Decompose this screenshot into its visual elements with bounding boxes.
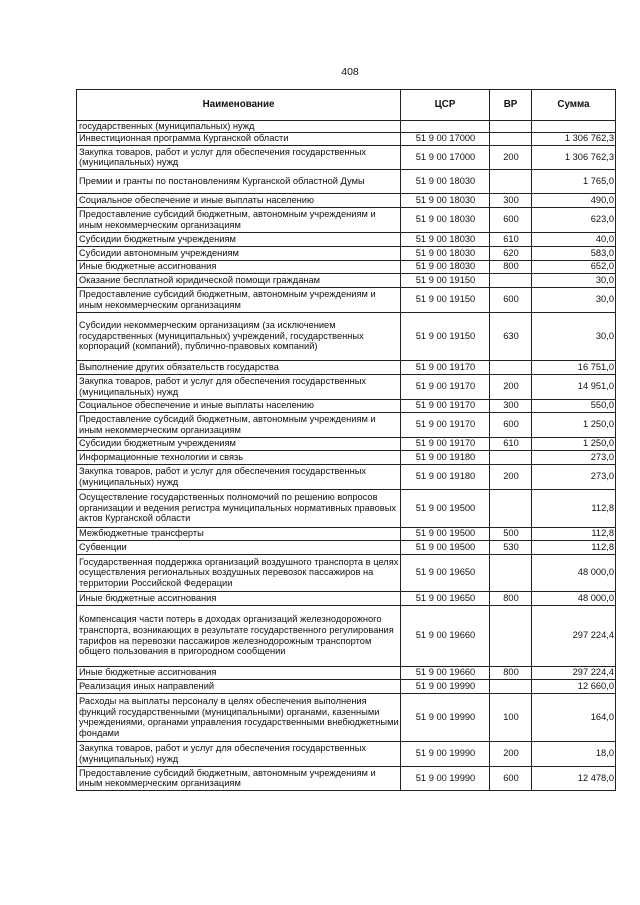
cell-vr: 200 (490, 741, 532, 766)
cell-csr (401, 121, 490, 133)
cell-csr: 51 9 00 18030 (401, 260, 490, 273)
table-row (77, 132, 616, 145)
budget-table (76, 89, 616, 791)
header-sum: Сумма (532, 90, 616, 121)
cell-csr: 51 9 00 19170 (401, 360, 490, 374)
cell-name: Закупка товаров, работ и услуг для обеспечения государственных (муниципальных) нужд (77, 145, 401, 169)
table-row (77, 591, 616, 605)
cell-vr: 610 (490, 437, 532, 450)
cell-csr: 51 9 00 18030 (401, 193, 490, 207)
cell-name: Информационные технологии и связь (77, 450, 401, 464)
cell-name: Субсидии бюджетным учреждениям (77, 437, 401, 450)
cell-csr: 51 9 00 19500 (401, 489, 490, 527)
cell-csr: 51 9 00 19150 (401, 287, 490, 312)
cell-csr: 51 9 00 19650 (401, 591, 490, 605)
table-row (77, 666, 616, 679)
cell-csr: 51 9 00 19660 (401, 666, 490, 679)
cell-csr: 51 9 00 19180 (401, 464, 490, 489)
cell-vr (490, 605, 532, 666)
cell-sum: 623,0 (532, 207, 616, 232)
header-csr: ЦСР (401, 90, 490, 121)
cell-name: Межбюджетные трансферты (77, 527, 401, 540)
header-vr: ВР (490, 90, 532, 121)
cell-name: Субвенции (77, 540, 401, 554)
cell-vr: 600 (490, 412, 532, 437)
cell-name: Реализация иных направлений (77, 679, 401, 693)
cell-sum: 30,0 (532, 312, 616, 360)
table-row (77, 450, 616, 464)
cell-name: Социальное обеспечение и иные выплаты населению (77, 399, 401, 412)
cell-vr: 200 (490, 374, 532, 399)
cell-sum: 30,0 (532, 287, 616, 312)
cell-name: Предоставление субсидий бюджетным, автономным учреждениям и иным некоммерческим организациям (77, 412, 401, 437)
cell-sum: 40,0 (532, 232, 616, 246)
cell-csr: 51 9 00 18030 (401, 246, 490, 260)
table-row (77, 527, 616, 540)
cell-vr (490, 121, 532, 133)
cell-sum: 652,0 (532, 260, 616, 273)
cell-sum (532, 121, 616, 133)
table-row (77, 145, 616, 169)
cell-vr: 600 (490, 766, 532, 790)
cell-csr: 51 9 00 19150 (401, 312, 490, 360)
cell-sum: 1 250,0 (532, 437, 616, 450)
cell-name: Государственная поддержка организаций воздушного транспорта в целях осуществления региональных воздушных перевозок пассажиров на территории Российской Федерации (77, 554, 401, 591)
cell-sum: 1 250,0 (532, 412, 616, 437)
cell-csr: 51 9 00 19650 (401, 554, 490, 591)
table-row (77, 260, 616, 273)
table-row (77, 540, 616, 554)
cell-sum: 48 000,0 (532, 554, 616, 591)
cell-name: Социальное обеспечение и иные выплаты населению (77, 193, 401, 207)
cell-sum: 12 660,0 (532, 679, 616, 693)
cell-name: Предоставление субсидий бюджетным, автономным учреждениям и иным некоммерческим организациям (77, 207, 401, 232)
cell-csr: 51 9 00 19170 (401, 374, 490, 399)
cell-vr: 600 (490, 287, 532, 312)
cell-sum: 18,0 (532, 741, 616, 766)
cell-name: Закупка товаров, работ и услуг для обеспечения государственных (муниципальных) нужд (77, 741, 401, 766)
cell-sum: 112,8 (532, 527, 616, 540)
cell-csr: 51 9 00 19170 (401, 437, 490, 450)
table-body (77, 121, 616, 791)
cell-vr (490, 489, 532, 527)
table-row (77, 605, 616, 666)
cell-csr: 51 9 00 17000 (401, 145, 490, 169)
cell-vr: 500 (490, 527, 532, 540)
cell-vr: 800 (490, 260, 532, 273)
cell-vr (490, 273, 532, 287)
cell-csr: 51 9 00 17000 (401, 132, 490, 145)
cell-vr: 200 (490, 464, 532, 489)
cell-name: Субсидии некоммерческим организациям (за исключением государственных (муниципальных) учреждений, государственных корпораций (компаний), публично-правовых компаний) (77, 312, 401, 360)
table-row (77, 207, 616, 232)
cell-sum: 490,0 (532, 193, 616, 207)
cell-name: Оказание бесплатной юридической помощи гражданам (77, 273, 401, 287)
cell-sum: 12 478,0 (532, 766, 616, 790)
cell-name: Закупка товаров, работ и услуг для обеспечения государственных (муниципальных) нужд (77, 374, 401, 399)
page-number: 408 (341, 66, 359, 78)
cell-csr: 51 9 00 19500 (401, 527, 490, 540)
table-row (77, 121, 616, 133)
cell-name: Субсидии бюджетным учреждениям (77, 232, 401, 246)
cell-csr: 51 9 00 18030 (401, 207, 490, 232)
cell-name: Закупка товаров, работ и услуг для обеспечения государственных (муниципальных) нужд (77, 464, 401, 489)
header-name: Наименование (77, 90, 401, 121)
cell-name: Компенсация части потерь в доходах организаций железнодорожного транспорта, возникающих в результате государственного регулирования тарифов на перевозки пассажиров железнодорожным транспортом общего пользования в пригородном сообщении (77, 605, 401, 666)
cell-csr: 51 9 00 18030 (401, 232, 490, 246)
cell-vr (490, 679, 532, 693)
cell-vr: 630 (490, 312, 532, 360)
table-row (77, 232, 616, 246)
table-row (77, 489, 616, 527)
cell-name: Предоставление субсидий бюджетным, автономным учреждениям и иным некоммерческим организациям (77, 766, 401, 790)
cell-csr: 51 9 00 19990 (401, 741, 490, 766)
cell-vr (490, 132, 532, 145)
table-row (77, 437, 616, 450)
cell-sum: 297 224,4 (532, 605, 616, 666)
table-row (77, 679, 616, 693)
cell-vr: 620 (490, 246, 532, 260)
cell-vr (490, 360, 532, 374)
table-row (77, 193, 616, 207)
cell-sum: 112,8 (532, 540, 616, 554)
table-row (77, 412, 616, 437)
table-row (77, 399, 616, 412)
table-row (77, 766, 616, 790)
table-row (77, 169, 616, 193)
cell-vr (490, 554, 532, 591)
table-row (77, 287, 616, 312)
cell-vr: 610 (490, 232, 532, 246)
cell-sum: 1 306 762,3 (532, 145, 616, 169)
cell-vr (490, 169, 532, 193)
cell-csr: 51 9 00 18030 (401, 169, 490, 193)
cell-sum: 16 751,0 (532, 360, 616, 374)
cell-sum: 14 951,0 (532, 374, 616, 399)
cell-name: Расходы на выплаты персоналу в целях обеспечения выполнения функций государственными (муниципальными) органами, казенными учреждениями, органами управления государственными внебюджетными фондами (77, 693, 401, 741)
cell-name: Иные бюджетные ассигнования (77, 591, 401, 605)
cell-sum: 1 306 762,3 (532, 132, 616, 145)
cell-vr: 800 (490, 666, 532, 679)
cell-vr: 530 (490, 540, 532, 554)
cell-vr (490, 450, 532, 464)
cell-csr: 51 9 00 19500 (401, 540, 490, 554)
cell-sum: 112,8 (532, 489, 616, 527)
cell-vr: 300 (490, 193, 532, 207)
cell-vr: 600 (490, 207, 532, 232)
cell-name: Предоставление субсидий бюджетным, автономным учреждениям и иным некоммерческим организациям (77, 287, 401, 312)
cell-name: Субсидии автономным учреждениям (77, 246, 401, 260)
table-row (77, 273, 616, 287)
cell-name: Премии и гранты по постановлениям Курганской областной Думы (77, 169, 401, 193)
cell-name: Инвестиционная программа Курганской области (77, 132, 401, 145)
cell-sum: 164,0 (532, 693, 616, 741)
cell-sum: 273,0 (532, 450, 616, 464)
cell-sum: 550,0 (532, 399, 616, 412)
table-row (77, 741, 616, 766)
cell-name: Иные бюджетные ассигнования (77, 260, 401, 273)
cell-csr: 51 9 00 19180 (401, 450, 490, 464)
cell-csr: 51 9 00 19990 (401, 693, 490, 741)
table-row (77, 374, 616, 399)
cell-sum: 583,0 (532, 246, 616, 260)
cell-vr: 300 (490, 399, 532, 412)
cell-name: Выполнение других обязательств государства (77, 360, 401, 374)
cell-name: Иные бюджетные ассигнования (77, 666, 401, 679)
table-row (77, 360, 616, 374)
cell-vr: 100 (490, 693, 532, 741)
cell-sum: 273,0 (532, 464, 616, 489)
table-row (77, 464, 616, 489)
table-row (77, 693, 616, 741)
cell-csr: 51 9 00 19660 (401, 605, 490, 666)
cell-csr: 51 9 00 19170 (401, 412, 490, 437)
table-row (77, 312, 616, 360)
cell-sum: 30,0 (532, 273, 616, 287)
cell-sum: 297 224,4 (532, 666, 616, 679)
cell-name: государственных (муниципальных) нужд (77, 121, 401, 133)
table-row (77, 246, 616, 260)
cell-name: Осуществление государственных полномочий по решению вопросов организации и ведения регистра муниципальных нормативных правовых актов Курганской области (77, 489, 401, 527)
cell-vr: 200 (490, 145, 532, 169)
table-row (77, 554, 616, 591)
cell-sum: 48 000,0 (532, 591, 616, 605)
cell-csr: 51 9 00 19150 (401, 273, 490, 287)
cell-csr: 51 9 00 19990 (401, 679, 490, 693)
table-header-row (77, 90, 616, 121)
cell-vr: 800 (490, 591, 532, 605)
cell-sum: 1 765,0 (532, 169, 616, 193)
cell-csr: 51 9 00 19170 (401, 399, 490, 412)
cell-csr: 51 9 00 19990 (401, 766, 490, 790)
